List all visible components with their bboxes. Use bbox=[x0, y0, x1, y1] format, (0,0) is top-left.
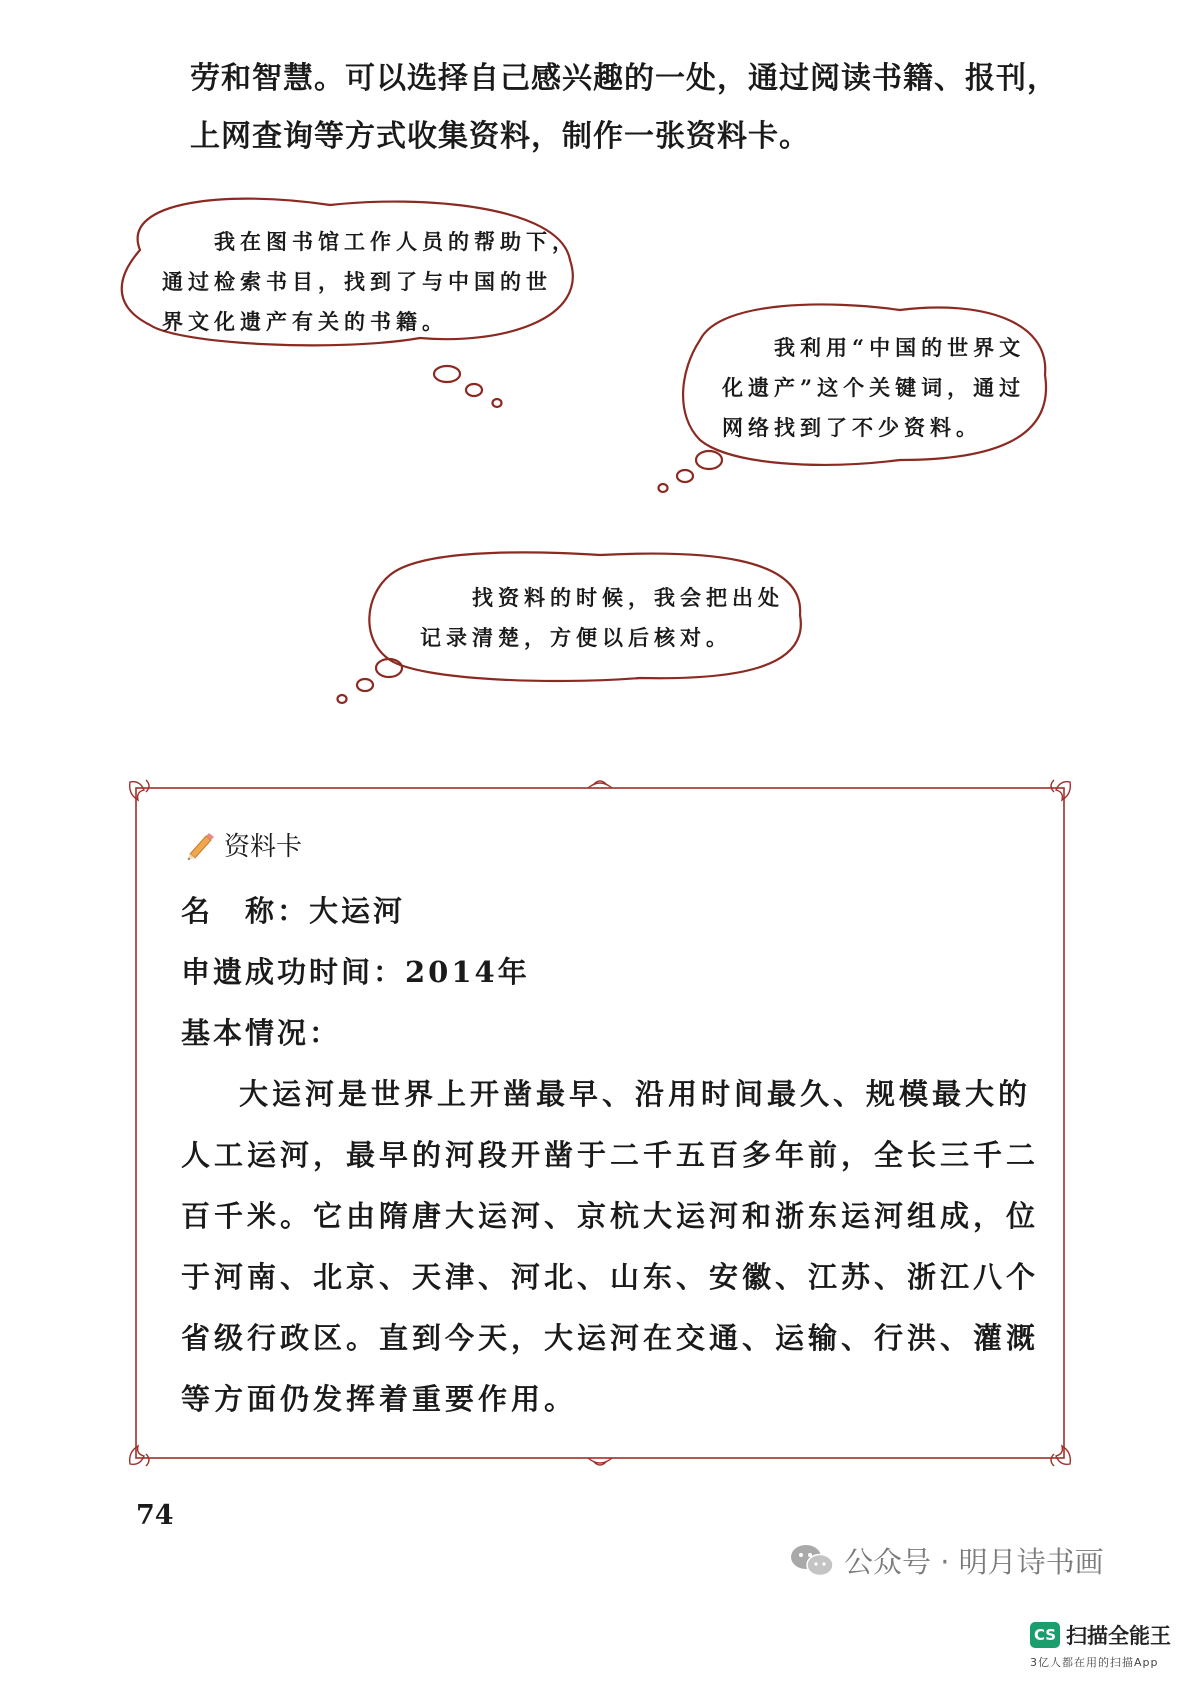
bubble-1-line-2: 通过检索书目，找到了与中国的世 bbox=[162, 269, 552, 294]
thought-bubble-3-dot-small bbox=[338, 695, 347, 703]
info-card bbox=[126, 778, 1074, 1468]
thought-bubble-1-dot-small bbox=[493, 399, 502, 407]
scanner-logo bbox=[1030, 1620, 1171, 1650]
card-heading bbox=[184, 826, 302, 863]
card-name-field: 名 称：大运河 bbox=[181, 894, 406, 928]
thought-bubble-3-dot-medium bbox=[357, 679, 373, 691]
thought-bubble-1-dot-large bbox=[434, 366, 460, 382]
cs-badge: CS bbox=[1030, 1622, 1060, 1648]
thought-bubble-2-dot-medium bbox=[677, 470, 693, 482]
thought-bubble-1-dot-medium bbox=[466, 384, 482, 396]
card-body bbox=[181, 881, 1041, 1430]
thought-bubble-2-text bbox=[722, 328, 1025, 448]
pencil-icon bbox=[184, 830, 216, 860]
wechat-icon bbox=[790, 1543, 834, 1579]
page-number: 74 bbox=[136, 1500, 174, 1531]
thought-bubble-2-dot-small bbox=[659, 484, 668, 492]
thought-bubble-2-dot-large bbox=[696, 451, 722, 469]
card-paragraph: 大运河是世界上开凿最早、沿用时间最久、规模最大的人工运河，最早的河段开凿于二千五百多年前，全长三千二百千米。它由隋唐大运河、京杭大运河和浙东运河组成，位于河南、北京、天津、河北、山东、安徽、江苏、浙江八个省级行政区。直到今天，大运河在交通、运输、行洪、灌溉等方面仍发挥着重要作用。 bbox=[181, 1077, 1040, 1416]
scanner-tagline: 3亿人都在用的扫描App bbox=[1030, 1656, 1159, 1669]
thought-bubble-1-text bbox=[162, 222, 578, 342]
bubble-3-line-2: 记录清楚，方便以后核对。 bbox=[420, 625, 732, 650]
wechat-watermark-text: 公众号 · 明月诗书画 bbox=[844, 1545, 1104, 1579]
intro-line-1: 劳和智慧。可以选择自己感兴趣的一处，通过阅读书籍、报刊， bbox=[190, 61, 1058, 96]
bubble-2-line-1: 我利用“中国的世界文 bbox=[722, 335, 1026, 360]
bubble-1-line-1: 我在图书馆工作人员的帮助下， bbox=[162, 229, 578, 254]
bubble-2-line-2: 化遗产”这个关键词，通过 bbox=[722, 375, 1026, 400]
card-basic-label: 基本情况： bbox=[181, 1016, 342, 1050]
intro-line-2: 上网查询等方式收集资料，制作一张资料卡。 bbox=[190, 119, 810, 154]
bubble-3-line-1: 找资料的时候，我会把出处 bbox=[420, 585, 784, 610]
thought-bubble-3-dot-large bbox=[376, 659, 402, 677]
scanner-name: 扫描全能王 bbox=[1066, 1624, 1171, 1648]
thought-bubble-3-text bbox=[420, 578, 784, 658]
wechat-watermark bbox=[790, 1540, 1104, 1581]
bubble-1-line-3: 界文化遗产有关的书籍。 bbox=[162, 309, 448, 334]
card-time-field: 申遗成功时间：2014年 bbox=[181, 955, 530, 989]
bubble-2-line-3: 网络找到了不少资料。 bbox=[722, 415, 982, 440]
card-heading-label: 资料卡 bbox=[224, 832, 303, 862]
